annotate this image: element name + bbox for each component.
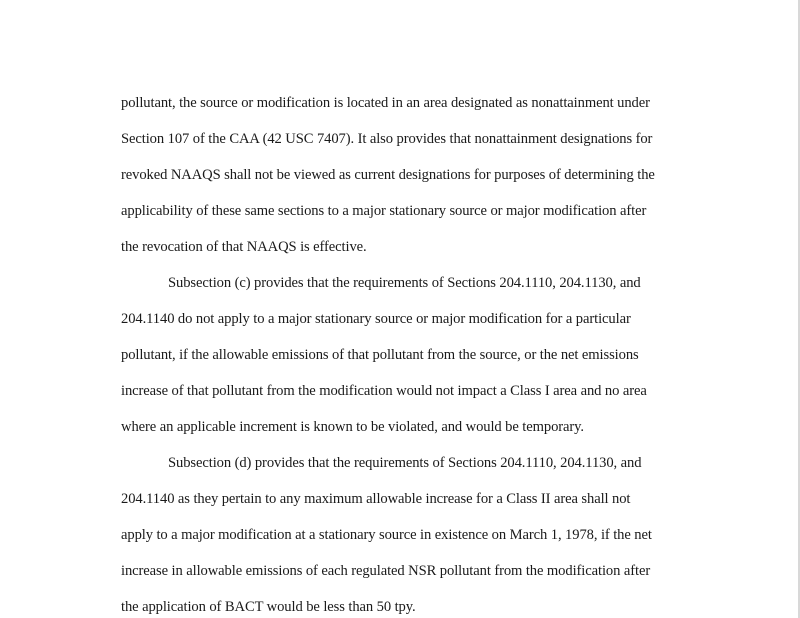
paragraph-line: revoked NAAQS shall not be viewed as current designations for purposes of determining the xyxy=(121,167,655,183)
paragraph-first-line: Subsection (d) provides that the requirements of Sections 204.1110, 204.1130, and xyxy=(168,455,642,471)
paragraph-line: increase of that pollutant from the modification would not impact a Class I area and no area xyxy=(121,383,647,399)
paragraph-line: 204.1140 as they pertain to any maximum allowable increase for a Class II area shall not xyxy=(121,491,631,507)
paragraph-first-line: Subsection (c) provides that the requirements of Sections 204.1110, 204.1130, and xyxy=(168,275,641,291)
paragraph-line: apply to a major modification at a stationary source in existence on March 1, 1978, if the net xyxy=(121,527,652,543)
paragraph-line: where an applicable increment is known to be violated, and would be temporary. xyxy=(121,419,584,435)
paragraph-line: the application of BACT would be less than 50 tpy. xyxy=(121,599,416,615)
paragraph-line: pollutant, if the allowable emissions of that pollutant from the source, or the net emissions xyxy=(121,347,639,363)
paragraph-line: increase in allowable emissions of each regulated NSR pollutant from the modification after xyxy=(121,563,651,579)
paragraph-line: 204.1140 do not apply to a major stationary source or major modification for a particular xyxy=(121,311,631,327)
paragraph-line: the revocation of that NAAQS is effective. xyxy=(121,239,367,255)
paragraph-line: applicability of these same sections to a major stationary source or major modification after xyxy=(121,203,647,219)
paragraph-line: Section 107 of the CAA (42 USC 7407). It also provides that nonattainment designations for xyxy=(121,131,653,147)
paragraph-line: pollutant, the source or modification is located in an area designated as nonattainment under xyxy=(121,95,650,111)
